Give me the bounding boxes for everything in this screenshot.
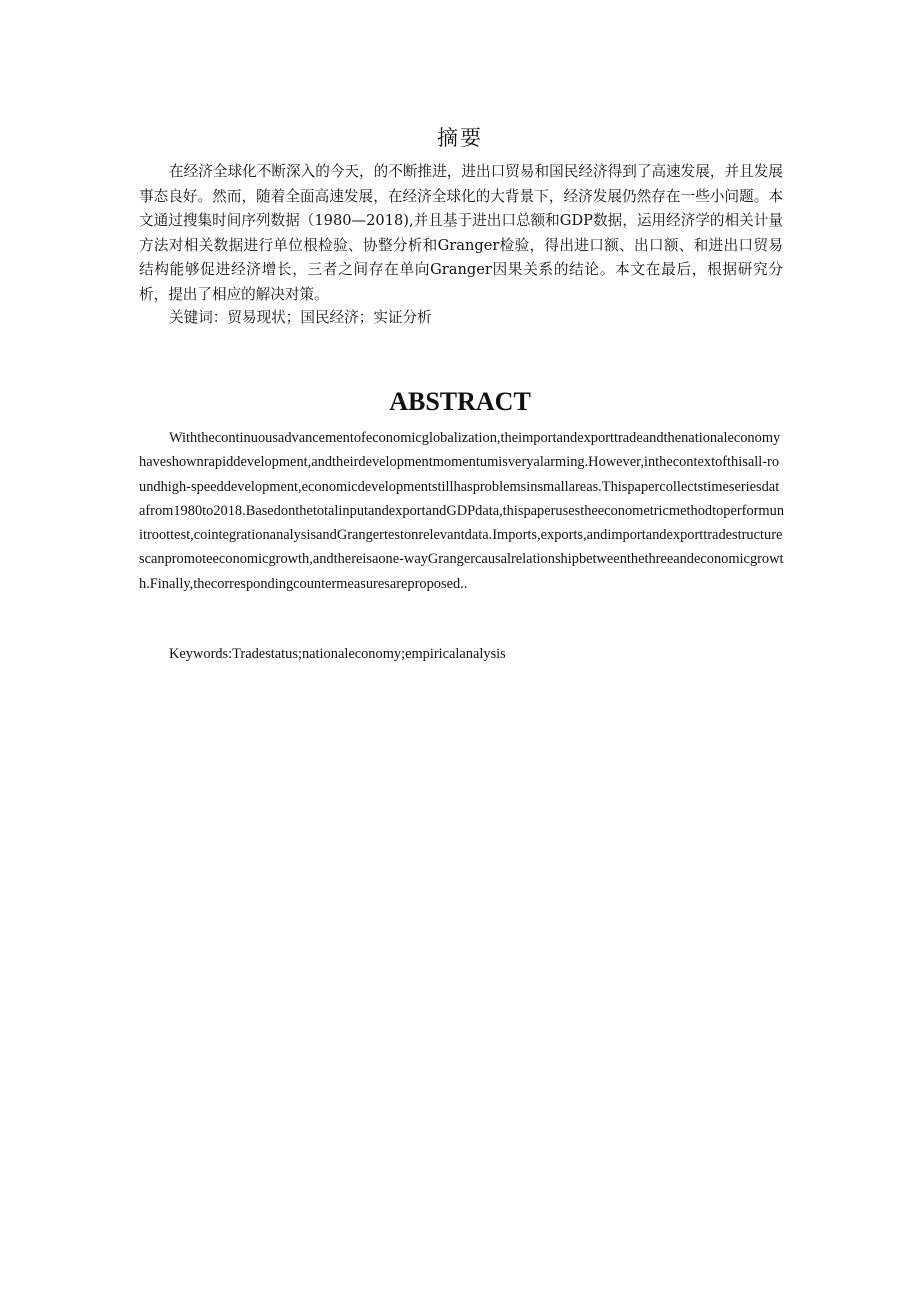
chinese-abstract-body — [139, 160, 783, 308]
english-abstract-title: ABSTRACT — [389, 387, 531, 416]
english-keywords: Keywords:Tradestatus;nationaleconomy;empiricalanalysis — [169, 646, 506, 662]
chinese-keywords: 关键词：贸易现状；国民经济；实证分析 — [169, 309, 432, 326]
chinese-abstract-paragraph: 在经济全球化不断深入的今天，的不断推进，进出口贸易和国民经济得到了高速发展，并且发展事态良好。然而，随着全面高速发展，在经济全球化的大背景下，经济发展仍然存在一些小问题。本文通过搜集时间序列数据（1980—2018),并且基于进出口总额和GDP数据，运用经济学的相关计量方法对相关数据进行单位根检验、协整分析和Granger检验，得出进口额、出口额、和进出口贸易结构能够促进经济增长，三者之间存在单向Granger因果关系的结论。本文在最后，根据研究分析，提出了相应的解决对策。 — [139, 163, 783, 303]
english-abstract-body — [139, 426, 785, 596]
english-abstract-paragraph: Withthecontinuousadvancementofeconomicglobalization,theimportandexporttradeandthenationaleconomyhaveshownrapiddevelopment,andtheirdevelopmentmomentumisveryalarming.However,inthecontextofthisall-roundhigh-speeddevelopment,economicdevelopmentstillhasproblemsinsmallareas.Thispapercollectstimeseriesdatafrom1980to2018.BasedonthetotalinputandexportandGDPdata,thispaperusestheeconometricmethodtoperformunitroottest,cointegrationanalysisandGrangertestonrelevantdata.Imports,exports,andimportandexporttradestructurescanpromoteeconomicgrowth,andthereisaone-wayGrangercausalrelationshipbetweenthethreeandeconomicgrowth.Finally,thecorrespondingcountermeasuresareproposed.. — [139, 430, 785, 592]
chinese-abstract-title: 摘要 — [437, 126, 483, 150]
